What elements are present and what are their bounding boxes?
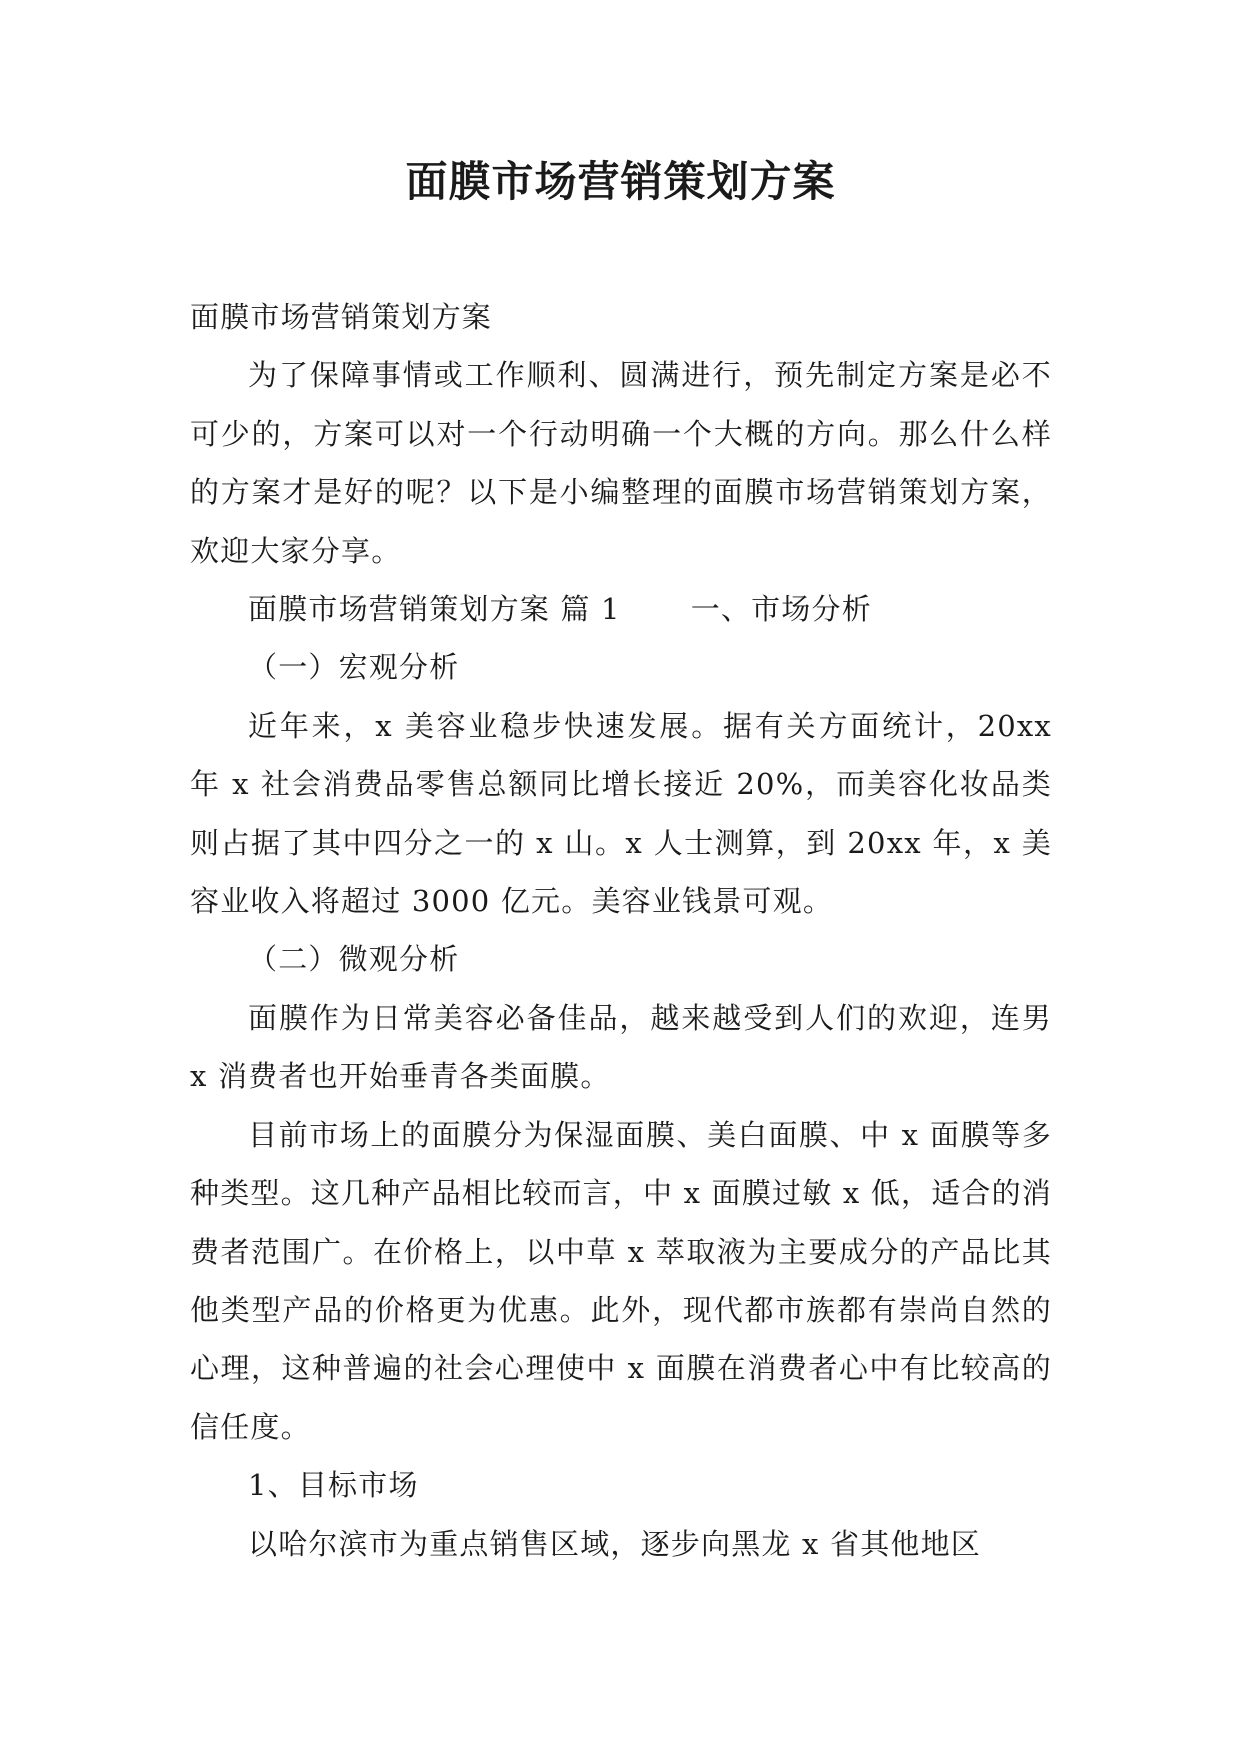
macro-analysis-paragraph: 近年来，x 美容业稳步快速发展。据有关方面统计，20xx 年 x 社会消费品零售总额同比增长接近 20%，而美容化妆品类则占据了其中四分之一的 x 山。x 人士测算，到 20xx 年，x 美容业收入将超过 3000 亿元。美容业钱景可观。 xyxy=(190,708,1052,919)
intro-paragraph: 为了保障事情或工作顺利、圆满进行，预先制定方案是必不可少的，方案可以对一个行动明确一个大概的方向。那么什么样的方案才是好的呢？以下是小编整理的面膜市场营销策划方案，欢迎大家分享。 xyxy=(190,358,1052,568)
article-heading-line xyxy=(190,580,1052,638)
document-body xyxy=(190,288,1052,1573)
document-subtitle: 面膜市场营销策划方案 xyxy=(190,300,493,334)
document-title: 面膜市场营销策划方案 xyxy=(405,157,836,206)
micro-analysis-paragraph-2: 目前市场上的面膜分为保湿面膜、美白面膜、中 x 面膜等多种类型。这几种产品相比较而言，中 x 面膜过敏 x 低，适合的消费者范围广。在价格上，以中草 x 萃取液为主要成分的产品比其他类型产品的价格更为优惠。此外，现代都市族都有崇尚自然的心理，这种普遍的社会心理使中 x 面膜在消费者心中有比较高的信任度。 xyxy=(190,1117,1052,1444)
subsection-heading-macro: （一）宏观分析 xyxy=(248,650,460,685)
section-heading-market-analysis: 一、市场分析 xyxy=(690,592,872,627)
subsection-heading-micro: （二）微观分析 xyxy=(248,942,460,977)
target-market-heading: 1、目标市场 xyxy=(248,1468,419,1503)
target-market-paragraph: 以哈尔滨市为重点销售区域，逐步向黑龙 x 省其他地区 xyxy=(248,1526,981,1561)
article-heading: 面膜市场营销策划方案 篇 1 xyxy=(248,592,621,627)
micro-analysis-paragraph-1: 面膜作为日常美容必备佳品，越来越受到人们的欢迎，连男 x 消费者也开始垂青各类面膜。 xyxy=(190,1000,1052,1094)
